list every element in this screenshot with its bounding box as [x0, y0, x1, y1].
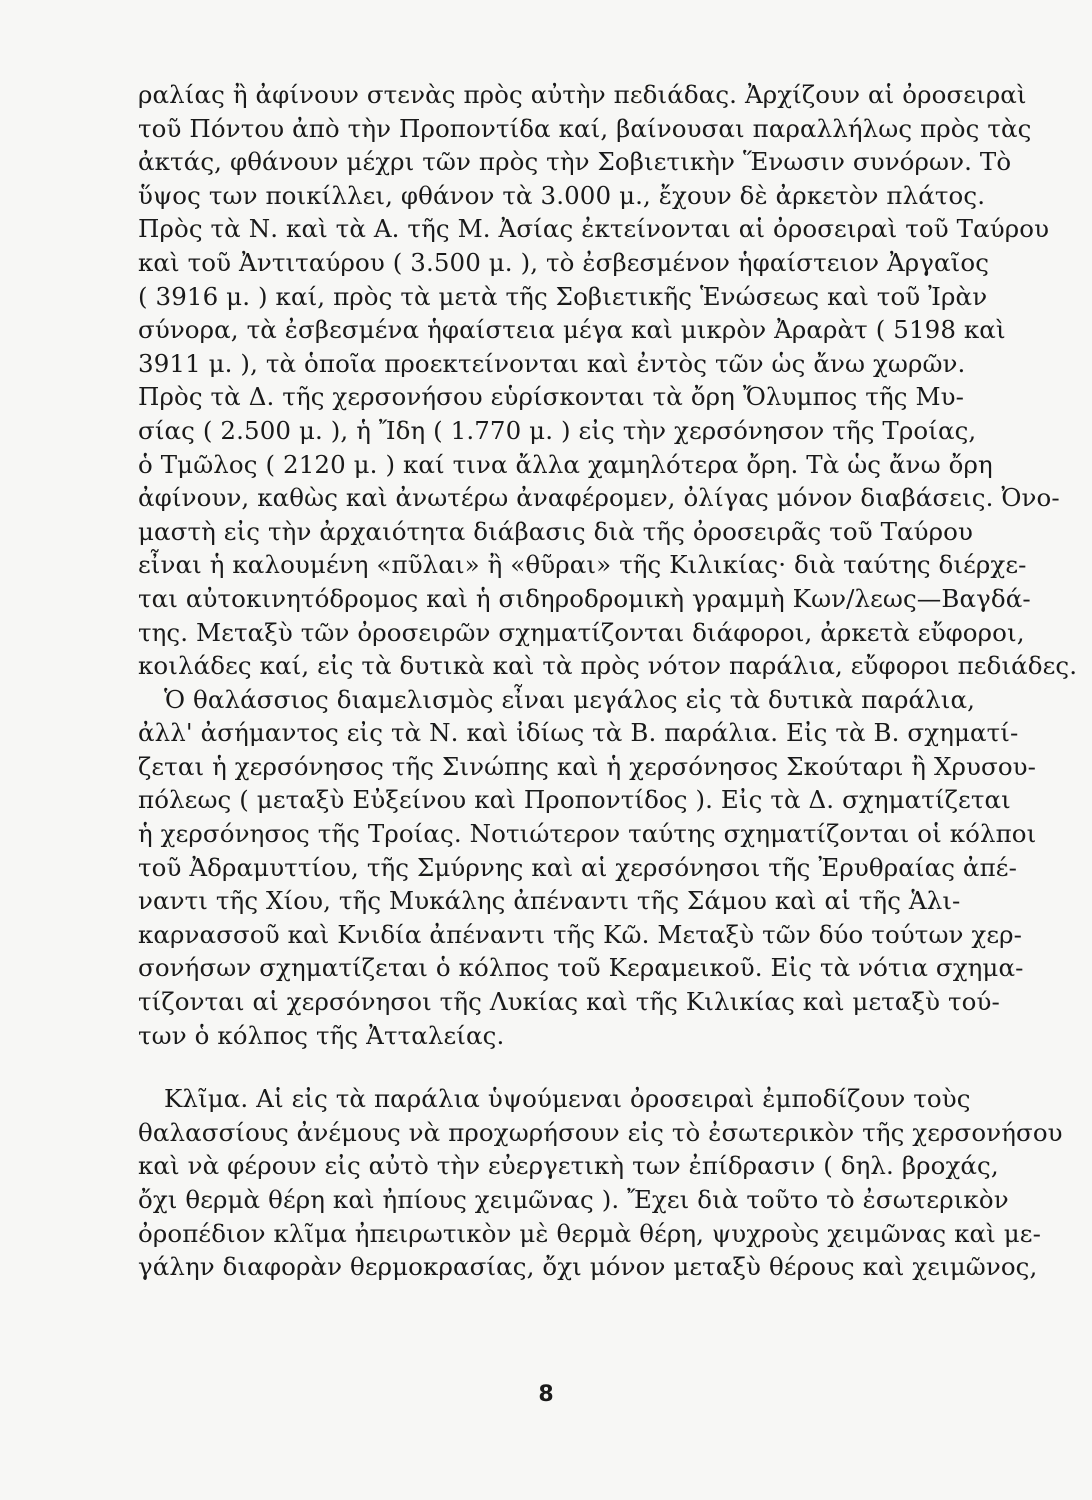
- text-line: καρνασσοῦ καὶ Κνιδία ἀπέναντι τῆς Κῶ. Μεταξὺ τῶν δύο τούτων χερ-: [138, 919, 1023, 949]
- text-line: ( 3916 μ. ) καί, πρὸς τὰ μετὰ τῆς Σοβιετικῆς Ἑνώσεως καὶ τοῦ Ἰρὰν: [138, 281, 988, 311]
- text-line: σίας ( 2.500 μ. ), ἡ Ἴδη ( 1.770 μ. ) εἰς τὴν χερσόνησον τῆς Τροίας,: [138, 415, 977, 445]
- paragraph-gap: [138, 1052, 960, 1082]
- text-line: πόλεως ( μεταξὺ Εὐξείνου καὶ Προποντίδος ). Εἰς τὰ Δ. σχηματίζεται: [138, 785, 1011, 815]
- text-line: ὀροπέδιον κλῖμα ἠπειρωτικὸν μὲ θερμὰ θέρη, ψυχροὺς χειμῶνας καὶ με-: [138, 1218, 1041, 1248]
- text-line: ναντι τῆς Χίου, τῆς Μυκάλης ἀπέναντι τῆς Σάμου καὶ αἱ τῆς Ἁλι-: [138, 886, 961, 916]
- paragraph-mountains: [138, 78, 1078, 683]
- text-line: της. Μεταξὺ τῶν ὀροσειρῶν σχηματίζονται διάφοροι, ἀρκετὰ εὔφοροι,: [138, 617, 1025, 647]
- text-line: σονήσων σχηματίζεται ὁ κόλπος τοῦ Κεραμεικοῦ. Εἰς τὰ νότια σχημα-: [138, 953, 1024, 983]
- text-line: τίζονται αἱ χερσόνησοι τῆς Λυκίας καὶ τῆς Κιλικίας καὶ μεταξὺ τού-: [138, 987, 1000, 1017]
- text-line: κοιλάδες καί, εἰς τὰ δυτικὰ καὶ τὰ πρὸς νότον παράλια, εὔφοροι πεδιάδες.: [138, 651, 1078, 681]
- paragraph-climate: [138, 1082, 1063, 1284]
- text-line: Ὁ θαλάσσιος διαμελισμὸς εἶναι μεγάλος εἰς τὰ δυτικὰ παράλια,: [164, 684, 976, 714]
- text-line: Πρὸς τὰ Ν. καὶ τὰ Α. τῆς Μ. Ἀσίας ἐκτείνονται αἱ ὀροσειραὶ τοῦ Ταύρου: [138, 214, 1050, 244]
- text-line: εἶναι ἡ καλουμένη «πῦλαι» ἢ «θῦραι» τῆς Κιλικίας· διὰ ταύτης διέρχε-: [138, 550, 1027, 580]
- text-line: ἀκτάς, φθάνουν μέχρι τῶν πρὸς τὴν Σοβιετικὴν Ἕνωσιν συνόρων. Τὸ: [138, 147, 1012, 177]
- text-line: 3911 μ. ), τὰ ὁποῖα προεκτείνονται καὶ ἐντὸς τῶν ὡς ἄνω χωρῶν.: [138, 348, 966, 378]
- text-line: των ὁ κόλπος τῆς Ἀτταλείας.: [138, 1020, 505, 1050]
- text-line: τοῦ Πόντου ἀπὸ τὴν Προποντίδα καί, βαίνουσαι παραλλήλως πρὸς τὰς: [138, 113, 1032, 143]
- text-line: ται αὐτοκινητόδρομος καὶ ἡ σιδηροδρομικὴ γραμμὴ Κων/λεως—Βαγδά-: [138, 583, 1031, 613]
- text-line: τοῦ Ἀδραμυττίου, τῆς Σμύρνης καὶ αἱ χερσόνησοι τῆς Ἐρυθραίας ἀπέ-: [138, 852, 1017, 882]
- text-line: ὁ Τμῶλος ( 2120 μ. ) καί τινα ἄλλα χαμηλότερα ὄρη. Τὰ ὡς ἄνω ὄρη: [138, 449, 993, 479]
- text-line: Κλῖμα. Αἱ εἰς τὰ παράλια ὑψούμεναι ὀροσειραὶ ἐμποδίζουν τοὺς: [164, 1084, 971, 1114]
- text-line: Πρὸς τὰ Δ. τῆς χερσονήσου εὑρίσκονται τὰ ὄρη Ὄλυμπος τῆς Μυ-: [138, 382, 965, 412]
- text-line: ἡ χερσόνησος τῆς Τροίας. Νοτιώτερον ταύτης σχηματίζονται οἱ κόλποι: [138, 819, 1037, 849]
- text-line: θαλασσίους ἀνέμους νὰ προχωρήσουν εἰς τὸ ἐσωτερικὸν τῆς χερσονήσου: [138, 1117, 1063, 1147]
- paragraph-coastline: [138, 683, 1037, 1053]
- text-line: μαστὴ εἰς τὴν ἀρχαιότητα διάβασις διὰ τῆς ὀροσειρᾶς τοῦ Ταύρου: [138, 516, 974, 546]
- page-number: 8: [538, 1382, 554, 1407]
- text-line: γάλην διαφορὰν θερμοκρασίας, ὄχι μόνον μεταξὺ θέρους καὶ χειμῶνος,: [138, 1252, 1038, 1282]
- text-line: ζεται ἡ χερσόνησος τῆς Σινώπης καὶ ἡ χερσόνησος Σκούταρι ἢ Χρυσου-: [138, 751, 1037, 781]
- text-line: ἀφίνουν, καθὼς καὶ ἀνωτέρω ἀναφέρομεν, ὀλίγας μόνον διαβάσεις. Ὀνο-: [138, 483, 1060, 513]
- text-line: καὶ τοῦ Ἀντιταύρου ( 3.500 μ. ), τὸ ἐσβεσμένον ἡφαίστειον Ἀργαῖος: [138, 247, 990, 277]
- text-line: ραλίας ἢ ἀφίνουν στενὰς πρὸς αὐτὴν πεδιάδας. Ἀρχίζουν αἱ ὀροσειραὶ: [138, 80, 1027, 109]
- text-line: ὄχι θερμὰ θέρη καὶ ἠπίους χειμῶνας ). Ἔχει διὰ τοῦτο τὸ ἐσωτερικὸν: [138, 1185, 1009, 1214]
- text-line: ἀλλ' ἀσήμαντος εἰς τὰ Ν. καὶ ἰδίως τὰ Β. παράλια. Εἰς τὰ Β. σχηματί-: [138, 718, 1019, 748]
- text-body: [138, 78, 1078, 1284]
- text-line: σύνορα, τὰ ἐσβεσμένα ἡφαίστεια μέγα καὶ μικρὸν Ἀραρὰτ ( 5198 καὶ: [138, 315, 1006, 345]
- text-line: καὶ νὰ φέρουν εἰς αὐτὸ τὴν εὐεργετικὴ των ἐπίδρασιν ( δηλ. βροχάς,: [138, 1151, 999, 1181]
- text-line: ὕψος των ποικίλλει, φθάνον τὰ 3.000 μ., ἔχουν δὲ ἀρκετὸν πλάτος.: [138, 180, 986, 210]
